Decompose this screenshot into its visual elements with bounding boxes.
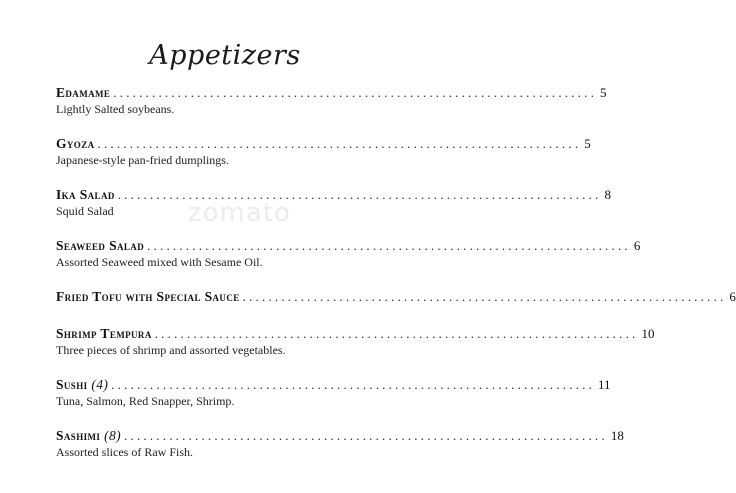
item-price: 10 [641,326,655,341]
item-description: Lightly Salted soybeans. [56,102,175,116]
menu-item [56,289,736,305]
item-description: Assorted Seaweed mixed with Sesame Oil. [56,255,263,269]
item-price: 18 [610,428,624,443]
menu-item [56,85,607,117]
item-price: 5 [600,85,607,100]
item-name: Gyoza [56,136,95,151]
item-name: Seaweed Salad [56,238,145,253]
item-name: Ika Salad [56,187,115,202]
item-price: 6 [729,289,736,304]
dot-leader: ........................................................................... [124,428,608,443]
menu-item [56,238,641,270]
dot-leader: ........................................................................... [97,136,582,151]
item-name: Sashimi (8) [56,428,122,443]
item-description: Tuna, Salmon, Red Snapper, Shrimp. [56,394,235,408]
appetizer-list [56,85,736,479]
menu-item [56,187,611,219]
item-description: Japanese-style pan-fried dumplings. [56,153,229,167]
item-quantity: (8) [104,428,122,443]
watermark-logo: zomato [188,198,291,228]
dot-leader: ........................................................................... [113,85,598,100]
menu-item [56,428,624,460]
item-description: Assorted slices of Raw Fish. [56,445,193,459]
item-name: Sushi (4) [56,377,109,392]
menu-item [56,136,591,168]
item-name: Shrimp Tempura [56,326,152,341]
item-description: Squid Salad [56,204,114,218]
dot-leader: ........................................................................... [242,289,727,304]
menu-item [56,326,655,358]
menu-item [56,377,611,409]
item-price: 11 [598,377,611,392]
item-price: 5 [584,136,591,151]
item-name: Edamame [56,85,111,100]
dot-leader: ........................................................................... [147,238,631,253]
item-quantity: (4) [91,377,109,392]
dot-leader: ........................................................................... [154,326,639,341]
item-name: Fried Tofu with Special Sauce [56,289,240,304]
dot-leader: ........................................................................... [111,377,596,392]
item-description: Three pieces of shrimp and assorted vegetables. [56,343,286,357]
item-price: 6 [633,238,641,253]
menu-title: Appetizers [149,40,301,71]
item-price: 8 [604,187,611,202]
dot-leader: ........................................................................... [117,187,602,202]
